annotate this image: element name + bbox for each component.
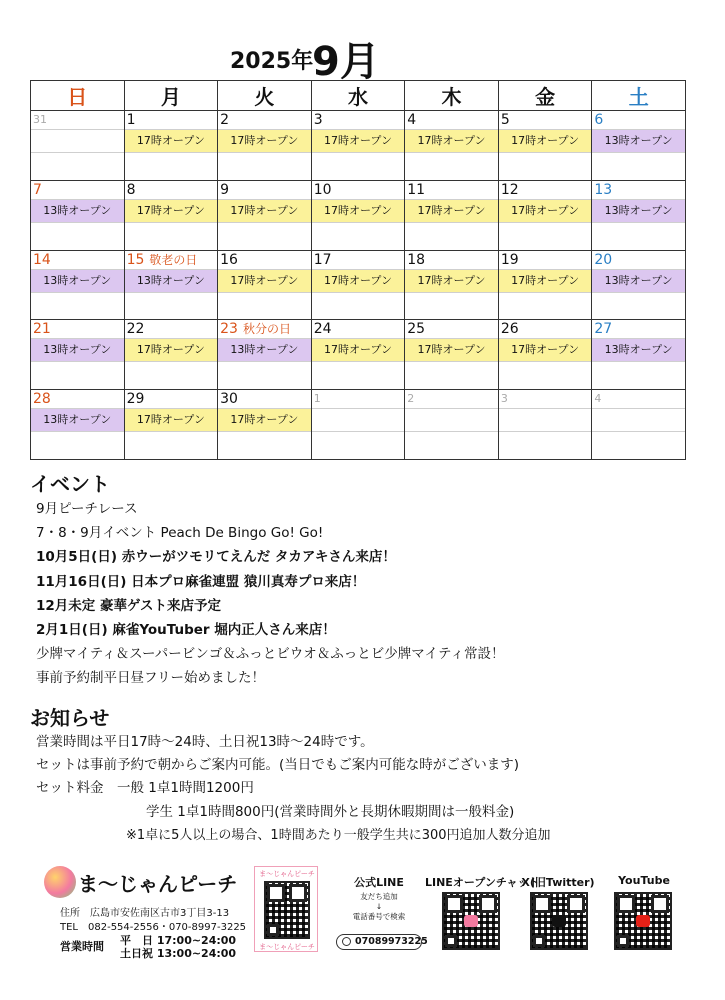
opening-time: 13時オープン bbox=[125, 269, 218, 293]
event-item: 少牌マイティ＆スーパービンゴ＆ふっとビウオ＆ふっとビ少牌マイティ常設！ bbox=[36, 646, 505, 663]
line-label: 公式LINE bbox=[354, 876, 404, 889]
day-number-value: 31 bbox=[33, 113, 47, 126]
day-number-value: 1 bbox=[126, 112, 136, 128]
opening-time bbox=[31, 129, 124, 153]
day-number-value: 30 bbox=[220, 391, 238, 408]
calendar-body bbox=[31, 111, 686, 460]
day-number-value: 24 bbox=[313, 321, 332, 338]
holiday-name: 敬老の日 bbox=[149, 252, 198, 267]
weekday-header: 土 bbox=[592, 81, 686, 111]
events-title: イベント bbox=[30, 472, 110, 496]
calendar-week-row bbox=[31, 390, 686, 460]
x-label: X(旧Twitter) bbox=[521, 876, 595, 889]
notice-list bbox=[36, 731, 696, 847]
day-number-value: 19 bbox=[500, 251, 519, 268]
calendar-week-row bbox=[31, 250, 686, 320]
day-number-value: 28 bbox=[33, 391, 51, 408]
day-number-value: 22 bbox=[126, 321, 145, 338]
calendar-day-cell bbox=[311, 111, 405, 181]
day-number-value: 26 bbox=[500, 321, 519, 338]
calendar-title bbox=[230, 30, 530, 85]
calendar-day-cell bbox=[311, 320, 405, 390]
day-number bbox=[220, 181, 229, 199]
opening-time: 17時オープン bbox=[405, 269, 498, 293]
opening-time: 13時オープン bbox=[31, 338, 124, 362]
day-number bbox=[407, 251, 425, 269]
notice-set-reservation: セットは事前予約で朝からご案内可能。(当日でもご案内可能な時がございます) bbox=[36, 757, 520, 774]
calendar-day-cell bbox=[31, 390, 125, 460]
calendar-week-row bbox=[31, 111, 686, 181]
day-number bbox=[33, 111, 47, 129]
peach-badge-icon bbox=[464, 915, 478, 927]
day-number bbox=[220, 320, 291, 338]
day-number bbox=[220, 111, 229, 129]
day-number-value: 20 bbox=[594, 251, 613, 268]
notice-set-price-student: 学生 1卓1時間800円(営業時間外と長期休暇期間は一般料金) bbox=[146, 803, 515, 820]
notice-hours: 営業時間は平日17時〜24時、土日祝13時〜24時です。 bbox=[36, 734, 374, 750]
calendar-day-cell bbox=[31, 111, 125, 181]
weekday-header: 金 bbox=[498, 81, 592, 111]
calendar-day-cell bbox=[498, 250, 592, 320]
event-item: 12月未定 豪華ゲスト来店予定 bbox=[36, 597, 221, 614]
shop-tel: TEL 082-554-2556・070-8997-3225 bbox=[60, 922, 247, 933]
hours-values bbox=[120, 934, 236, 960]
day-number-value: 23 bbox=[220, 321, 238, 338]
opening-time: 13時オープン bbox=[218, 338, 311, 362]
day-number bbox=[127, 320, 145, 338]
calendar-day-cell bbox=[498, 180, 592, 250]
opening-time: 17時オープン bbox=[405, 199, 498, 223]
x-logo-icon bbox=[552, 915, 566, 927]
calendar-day-cell bbox=[311, 250, 405, 320]
day-number-value: 17 bbox=[313, 251, 332, 268]
calendar-day-cell bbox=[31, 320, 125, 390]
calendar-grid bbox=[30, 80, 686, 460]
calendar-day-cell bbox=[592, 390, 686, 460]
calendar-day-cell bbox=[124, 180, 218, 250]
day-number-value: 16 bbox=[220, 251, 238, 268]
search-icon bbox=[342, 937, 351, 946]
notice-extra-charge: ※1卓に5人以上の場合、1時間あたり一般学生共に300円追加人数分追加 bbox=[126, 827, 551, 843]
day-number-value: 10 bbox=[313, 181, 332, 198]
day-number bbox=[594, 251, 612, 269]
day-number-value: 14 bbox=[33, 251, 51, 268]
calendar-day-cell bbox=[124, 250, 218, 320]
day-number bbox=[314, 390, 321, 408]
day-number bbox=[407, 390, 414, 408]
opening-time: 17時オープン bbox=[312, 338, 405, 362]
opening-time: 17時オープン bbox=[312, 199, 405, 223]
day-number bbox=[501, 251, 519, 269]
youtube-logo-icon bbox=[636, 915, 650, 927]
day-number bbox=[314, 111, 323, 129]
calendar-day-cell bbox=[405, 111, 499, 181]
day-number bbox=[314, 320, 332, 338]
calendar-day-cell bbox=[498, 320, 592, 390]
calendar-day-cell bbox=[218, 180, 312, 250]
day-number bbox=[501, 390, 508, 408]
day-number bbox=[127, 251, 198, 269]
calendar-week-row bbox=[31, 180, 686, 250]
day-number bbox=[407, 111, 416, 129]
opening-time: 17時オープン bbox=[499, 338, 592, 362]
opening-time: 17時オープン bbox=[218, 408, 311, 432]
day-number bbox=[501, 111, 510, 129]
openchat-label: LINEオープンチャット bbox=[425, 876, 540, 889]
day-number bbox=[127, 181, 136, 199]
day-number-value: 15 bbox=[126, 251, 145, 268]
weekday-header: 木 bbox=[405, 81, 499, 111]
calendar-day-cell bbox=[31, 250, 125, 320]
event-item: 9月ピーチレース bbox=[36, 501, 138, 517]
day-number bbox=[594, 181, 612, 199]
weekday-header: 水 bbox=[311, 81, 405, 111]
opening-time: 17時オープン bbox=[499, 199, 592, 223]
day-number bbox=[33, 181, 42, 199]
opening-time: 17時オープン bbox=[405, 338, 498, 362]
day-number-value: 25 bbox=[407, 321, 426, 338]
day-number bbox=[594, 320, 612, 338]
opening-time: 13時オープン bbox=[592, 338, 685, 362]
opening-time: 13時オープン bbox=[592, 199, 685, 223]
day-number-value: 2 bbox=[220, 112, 230, 128]
calendar-day-cell bbox=[405, 180, 499, 250]
weekday-header-row bbox=[31, 81, 686, 111]
day-number bbox=[314, 181, 332, 199]
opening-time bbox=[592, 408, 685, 432]
day-number bbox=[407, 181, 425, 199]
calendar-day-cell bbox=[218, 320, 312, 390]
day-number-value: 4 bbox=[594, 392, 602, 406]
calendar-day-cell bbox=[124, 111, 218, 181]
calendar-day-cell bbox=[592, 180, 686, 250]
weekday-header: 日 bbox=[31, 81, 125, 111]
day-number-value: 11 bbox=[407, 181, 426, 198]
opening-time: 17時オープン bbox=[125, 129, 218, 153]
day-number bbox=[501, 181, 519, 199]
calendar-day-cell bbox=[405, 390, 499, 460]
day-number-value: 18 bbox=[407, 251, 426, 268]
day-number bbox=[594, 390, 601, 408]
day-number-value: 1 bbox=[313, 392, 321, 406]
line-phone-number: 07089973225 bbox=[355, 936, 428, 947]
calendar-day-cell bbox=[218, 111, 312, 181]
calendar-year: 2025年 bbox=[230, 49, 314, 74]
day-number-value: 2 bbox=[407, 392, 415, 406]
opening-time: 17時オープン bbox=[312, 129, 405, 153]
stamp-text-top: ま〜じゃんピーチ bbox=[259, 870, 315, 878]
opening-time: 17時オープン bbox=[499, 129, 592, 153]
notice-title: お知らせ bbox=[30, 706, 110, 730]
day-number bbox=[33, 390, 51, 408]
opening-time: 17時オープン bbox=[499, 269, 592, 293]
opening-time: 17時オープン bbox=[218, 269, 311, 293]
calendar-day-cell bbox=[124, 320, 218, 390]
opening-time: 17時オープン bbox=[218, 129, 311, 153]
day-number bbox=[407, 320, 425, 338]
opening-time: 17時オープン bbox=[218, 199, 311, 223]
opening-time bbox=[499, 408, 592, 432]
calendar-day-cell bbox=[218, 390, 312, 460]
calendar-day-cell bbox=[31, 180, 125, 250]
day-number-value: 13 bbox=[594, 181, 613, 198]
opening-time: 17時オープン bbox=[312, 269, 405, 293]
shop-stamp bbox=[254, 866, 318, 952]
day-number-value: 5 bbox=[500, 112, 510, 128]
opening-time bbox=[405, 408, 498, 432]
day-number-value: 9 bbox=[220, 181, 230, 198]
line-note-search: 電話番号で検索 bbox=[352, 912, 406, 921]
holiday-name: 秋分の日 bbox=[242, 322, 291, 337]
day-number bbox=[314, 251, 332, 269]
calendar-day-cell bbox=[592, 320, 686, 390]
youtube-qr-code-icon[interactable] bbox=[614, 892, 672, 950]
hours-holiday: 土日祝 13:00~24:00 bbox=[120, 947, 237, 960]
notice-set-price-general: セット料金 一般 1卓1時間1200円 bbox=[36, 780, 254, 797]
day-number-value: 8 bbox=[126, 181, 136, 198]
line-note-add: 友だち追加 bbox=[360, 892, 398, 901]
day-number bbox=[220, 390, 238, 408]
day-number bbox=[33, 251, 51, 269]
calendar-day-cell bbox=[498, 111, 592, 181]
calendar-month: 9月 bbox=[312, 39, 380, 85]
shop-qr-code-icon[interactable] bbox=[264, 881, 310, 939]
day-number-value: 29 bbox=[126, 391, 145, 408]
calendar-week-row bbox=[31, 320, 686, 390]
opening-time: 17時オープン bbox=[405, 129, 498, 153]
calendar-day-cell bbox=[405, 320, 499, 390]
shop-name: ま〜じゃんピーチ bbox=[78, 872, 238, 896]
event-item: 10月5日(日) 赤ウーがツモリてえんだ タカアキさん来店！ bbox=[36, 549, 396, 566]
weekday-header: 月 bbox=[124, 81, 218, 111]
x-qr-code-icon[interactable] bbox=[530, 892, 588, 950]
day-number bbox=[127, 111, 136, 129]
weekday-header: 火 bbox=[218, 81, 312, 111]
line-phone-search[interactable] bbox=[336, 934, 428, 950]
events-list bbox=[36, 497, 696, 691]
opening-time bbox=[312, 408, 405, 432]
opening-time: 13時オープン bbox=[592, 129, 685, 153]
opening-time: 13時オープン bbox=[31, 269, 124, 293]
opening-time: 17時オープン bbox=[125, 408, 218, 432]
day-number-value: 6 bbox=[594, 112, 604, 128]
day-number bbox=[594, 111, 603, 129]
day-number-value: 3 bbox=[500, 392, 508, 406]
calendar-day-cell bbox=[592, 111, 686, 181]
calendar-day-cell bbox=[498, 390, 592, 460]
calendar-day-cell bbox=[311, 180, 405, 250]
calendar-day-cell bbox=[311, 390, 405, 460]
day-number bbox=[127, 390, 145, 408]
hours-label: 営業時間 bbox=[60, 940, 104, 953]
opening-time: 13時オープン bbox=[31, 408, 124, 432]
hours-weekday: 平 日 17:00~24:00 bbox=[120, 934, 237, 947]
peach-logo-icon bbox=[44, 866, 76, 898]
event-item: 7・8・9月イベント Peach De Bingo Go! Go! bbox=[36, 525, 324, 542]
opening-time: 17時オープン bbox=[125, 199, 218, 223]
opening-time: 13時オープン bbox=[592, 269, 685, 293]
footer bbox=[0, 860, 725, 1000]
calendar-day-cell bbox=[405, 250, 499, 320]
day-number-value: 12 bbox=[500, 181, 519, 198]
shop-address: 住所 広島市安佐南区古市3丁目3-13 bbox=[60, 908, 230, 919]
day-number-value: 3 bbox=[313, 112, 323, 128]
event-item: 11月16日(日) 日本プロ麻雀連盟 猿川真寿プロ来店！ bbox=[36, 573, 366, 590]
day-number-value: 4 bbox=[407, 112, 417, 128]
opening-time: 17時オープン bbox=[125, 338, 218, 362]
day-number bbox=[501, 320, 519, 338]
stamp-text-bottom: ま〜じゃんピーチ bbox=[259, 943, 315, 951]
openchat-qr-code-icon[interactable] bbox=[442, 892, 500, 950]
calendar-day-cell bbox=[218, 250, 312, 320]
day-number-value: 27 bbox=[594, 321, 613, 338]
opening-time: 13時オープン bbox=[31, 199, 124, 223]
calendar-day-cell bbox=[592, 250, 686, 320]
day-number-value: 21 bbox=[33, 321, 51, 338]
day-number-value: 7 bbox=[33, 181, 42, 198]
event-item: 2月1日(日) 麻雀YouTuber 堀内正人さん来店！ bbox=[36, 621, 336, 638]
event-item: 事前予約制平日昼フリー始めました！ bbox=[36, 670, 265, 687]
day-number bbox=[33, 320, 51, 338]
calendar-day-cell bbox=[124, 390, 218, 460]
line-note-arrow: ↓ bbox=[375, 902, 383, 911]
day-number bbox=[220, 251, 238, 269]
line-note bbox=[346, 892, 412, 922]
youtube-label: YouTube bbox=[618, 874, 670, 887]
